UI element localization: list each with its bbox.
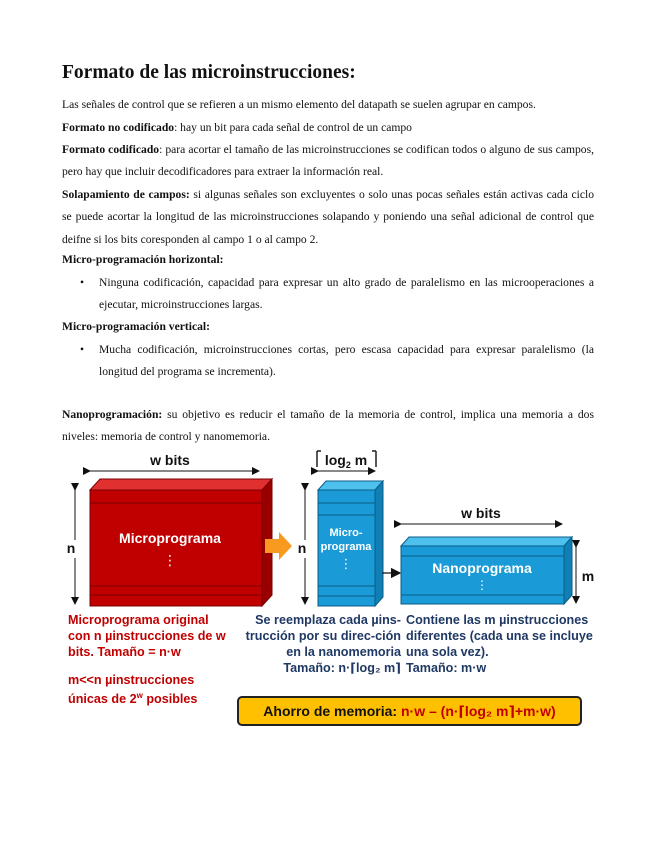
- vertical-heading: Micro-programación vertical:: [62, 320, 210, 333]
- log2-m-label: $\log_2 m$: [324, 452, 368, 470]
- microprograma-label: Microprograma: [119, 530, 221, 546]
- w-bits-label: w bits: [150, 452, 190, 468]
- caption-mid-size: Tamaño: n·⌈log₂ m⌉: [283, 661, 401, 675]
- codificado-text: : para acortar el tamaño de las microinstrucciones se codifican todos o alguno de sus campos, pero hay que incluir decodificadores para extraer la información real.: [62, 143, 594, 179]
- dots-icon: ⋮: [163, 552, 177, 568]
- horizontal-bullet: Ninguna codificación, capacidad para expresar un alto grado de paralelismo en las microoperaciones a ejecutar, microinstrucciones largas.: [99, 276, 594, 312]
- caption-unique: m<<n µinstrucciones únicas de 2$^w$ posibles: [68, 673, 198, 707]
- nano-label: Nanoprogramación:: [62, 408, 163, 421]
- no-codificado-label: Formato no codificado: [62, 121, 175, 134]
- vertical-bullet: Mucha codificación, microinstrucciones cortas, pero escasa capacidad para expresar paralelismo (la longitud del programa se incrementa).: [99, 343, 594, 379]
- dots-icon: ⋮: [476, 578, 488, 592]
- memory-savings-box: [237, 696, 582, 726]
- bullet-icon: •: [80, 343, 85, 356]
- caption-contains: Contiene las m µinstrucciones diferentes (cada una se incluye una sola vez).: [406, 613, 593, 659]
- page-title: Formato de las microinstrucciones:: [62, 62, 356, 83]
- caption-right-size: Tamaño: m·w: [406, 661, 487, 675]
- nanoprograma-block: [401, 537, 572, 604]
- savings-formula: n·w – (n·⌈log₂ m⌉+m·w): [400, 703, 556, 719]
- codificado-label: Formato codificado: [62, 143, 160, 156]
- no-codificado-text: : hay un bit para cada señal de control de un campo: [174, 121, 412, 134]
- horizontal-heading: Micro-programación horizontal:: [62, 253, 224, 266]
- dots-icon: ⋮: [339, 556, 353, 571]
- nanoprograma-label: Nanoprograma: [432, 560, 532, 576]
- intro-paragraph: Las señales de control que se refieren a un mismo elemento del datapath se suelen agrupar en campos.: [62, 98, 536, 111]
- w-bits-right-label: w bits: [461, 505, 501, 521]
- m-label: m: [581, 568, 595, 584]
- caption-original: Microprograma original con n µinstrucciones de w bits. Tamaño = n·w: [68, 613, 226, 659]
- savings-label: Ahorro de memoria:: [263, 703, 401, 719]
- n-mid-label: n: [297, 540, 307, 556]
- micro-programa-label-1: Micro-: [329, 527, 363, 539]
- micro-programa-label-2: programa: [320, 541, 372, 553]
- nano-text: su objetivo es reducir el tamaño de la memoria de control, implica una memoria a dos niveles: memoria de control y nanomemoria.: [62, 408, 594, 444]
- n-left-label: n: [66, 540, 76, 556]
- solapamiento-text: si algunas señales son excluyentes o solo unas pocas señales están activas cada ciclo se puede acortar la longitud de las microinstrucciones solapando y poniendo una señal adicional de control que deifne si los bits coresponden al campo 1 o al campo 2.: [62, 188, 594, 246]
- bullet-icon: •: [80, 276, 85, 289]
- caption-replace: Se reemplaza cada µins-trucción por su direc-ción en la nanomemoria: [245, 613, 401, 659]
- microprograma-block: [90, 479, 272, 606]
- solapamiento-label: Solapamiento de campos:: [62, 188, 190, 201]
- micro-programa-block: [318, 481, 383, 606]
